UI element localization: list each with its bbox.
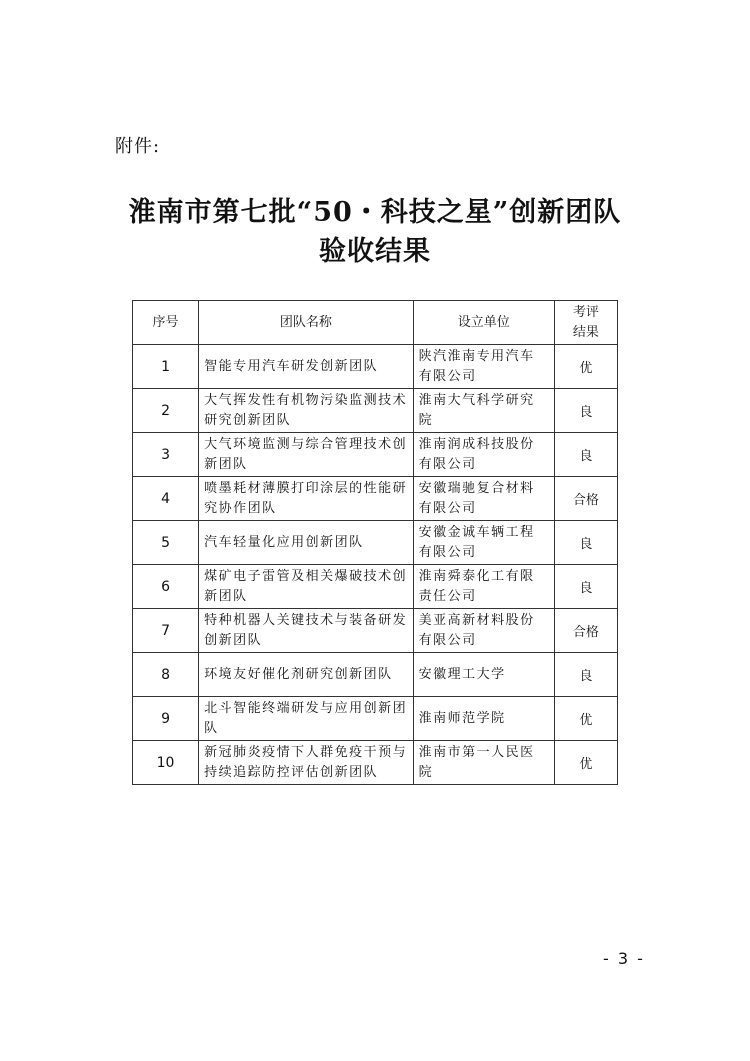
table-row [133, 477, 618, 521]
table-row [133, 565, 618, 609]
row-unit: 淮南市第一人民医院 [413, 741, 554, 785]
page-number: - 3 - [603, 949, 645, 968]
document-title-line-1: 淮南市第七批“50・科技之星”创新团队 [128, 197, 622, 228]
row-grade: 优 [554, 741, 617, 785]
row-team: 汽车轻量化应用创新团队 [199, 521, 413, 565]
row-grade: 合格 [554, 477, 617, 521]
row-grade: 优 [554, 345, 617, 389]
document-title-line-2: 验收结果 [319, 236, 431, 267]
row-grade: 良 [554, 433, 617, 477]
header-grade [554, 301, 617, 345]
row-no: 6 [133, 565, 199, 609]
table-row [133, 697, 618, 741]
row-team: 大气挥发性有机物污染监测技术研究创新团队 [199, 389, 413, 433]
row-no: 2 [133, 389, 199, 433]
row-no: 7 [133, 609, 199, 653]
row-grade: 良 [554, 653, 617, 697]
table-row [133, 389, 618, 433]
row-unit: 安徽金诚车辆工程有限公司 [413, 521, 554, 565]
row-unit: 安徽瑞驰复合材料有限公司 [413, 477, 554, 521]
row-team: 智能专用汽车研发创新团队 [199, 345, 413, 389]
row-no: 9 [133, 697, 199, 741]
row-unit: 淮南润成科技股份有限公司 [413, 433, 554, 477]
row-grade: 良 [554, 521, 617, 565]
row-grade: 合格 [554, 609, 617, 653]
row-no: 1 [133, 345, 199, 389]
row-unit: 淮南师范学院 [413, 697, 554, 741]
table-row [133, 653, 618, 697]
row-no: 8 [133, 653, 199, 697]
table-row [133, 521, 618, 565]
attachment-label: 附件: [115, 136, 161, 157]
row-unit: 淮南舜泰化工有限责任公司 [413, 565, 554, 609]
row-grade: 优 [554, 697, 617, 741]
header-team: 团队名称 [199, 301, 413, 345]
row-grade: 良 [554, 565, 617, 609]
header-unit: 设立单位 [413, 301, 554, 345]
row-unit: 陕汽淮南专用汽车有限公司 [413, 345, 554, 389]
table-header-row [133, 301, 618, 345]
table-row [133, 609, 618, 653]
row-no: 10 [133, 741, 199, 785]
row-team: 特种机器人关键技术与装备研发创新团队 [199, 609, 413, 653]
table-row [133, 345, 618, 389]
row-no: 5 [133, 521, 199, 565]
row-team: 大气环境监测与综合管理技术创新团队 [199, 433, 413, 477]
row-team: 环境友好催化剂研究创新团队 [199, 653, 413, 697]
row-no: 3 [133, 433, 199, 477]
header-no: 序号 [133, 301, 199, 345]
table-row [133, 741, 618, 785]
row-team: 喷墨耗材薄膜打印涂层的性能研究协作团队 [199, 477, 413, 521]
row-grade: 良 [554, 389, 617, 433]
results-table [132, 300, 618, 785]
row-team: 北斗智能终端研发与应用创新团队 [199, 697, 413, 741]
table-row [133, 433, 618, 477]
row-no: 4 [133, 477, 199, 521]
row-unit: 淮南大气科学研究院 [413, 389, 554, 433]
row-team: 新冠肺炎疫情下人群免疫干预与持续追踪防控评估创新团队 [199, 741, 413, 785]
row-unit: 美亚高新材料股份有限公司 [413, 609, 554, 653]
row-team: 煤矿电子雷管及相关爆破技术创新团队 [199, 565, 413, 609]
row-unit: 安徽理工大学 [413, 653, 554, 697]
header-grade-text: 考评 结果 [572, 304, 599, 340]
